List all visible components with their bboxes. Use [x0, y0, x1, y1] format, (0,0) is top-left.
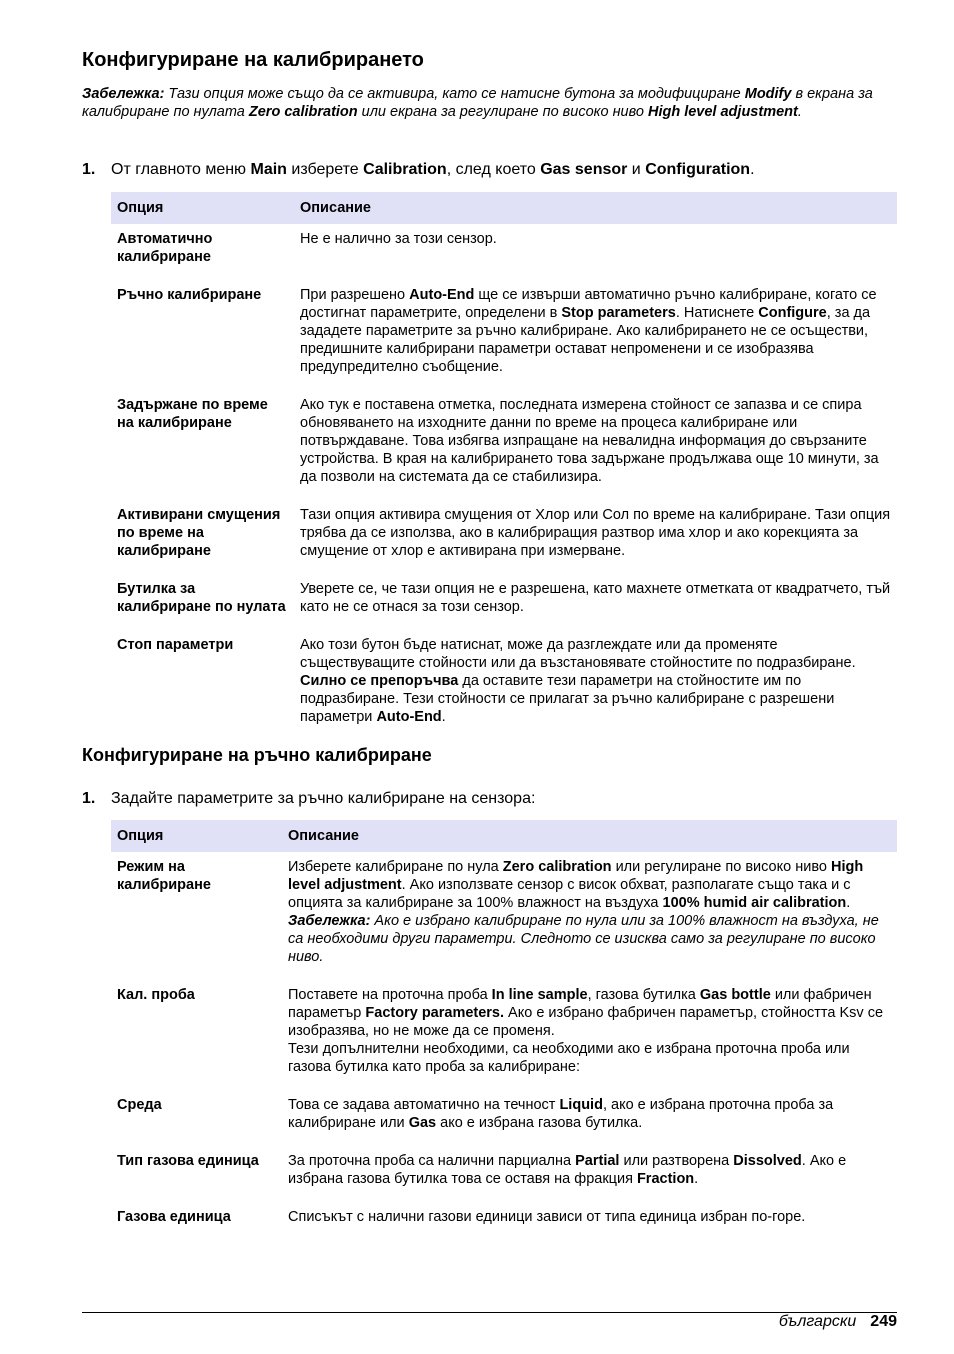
calibration-options-table [111, 192, 897, 740]
section-heading: Конфигуриране на ръчно калибриране [82, 745, 432, 765]
table-row [111, 224, 897, 280]
option-description: При разрешено Auto-End ще се извърши автоматично ръчно калибриране, когато се достигнат параметрите, определени в Stop parameters. Натиснете Configure, за да зададете параметрите за ръчно калибриране. Ако калибрирането не се осъществи, предишните калибрирани параметри остават непроменени и се изобразява предупредително съобщение. [300, 287, 877, 375]
option-name: Автоматично калибриране [117, 231, 213, 265]
table-row [111, 980, 897, 1090]
column-header-option: Опция [111, 820, 282, 852]
step-1-main-menu: 1. От главното меню Main изберете Calibration, след което Gas sensor и Configuration. [82, 161, 755, 178]
option-name: Бутилка за калибриране по нулата [117, 581, 286, 615]
table-header-row [111, 820, 897, 852]
step-number: 1. [82, 161, 96, 178]
table-row [111, 1146, 897, 1202]
option-description: Списъкът с налични газови единици зависи от типа единица избран по-горе. [288, 1209, 806, 1225]
table-row [111, 280, 897, 390]
page-footer [779, 1312, 897, 1332]
option-name: Газова единица [117, 1209, 231, 1225]
step-1-manual-calibration: 1. Задайте параметрите за ръчно калибриране на сензора: [82, 790, 536, 807]
column-header-description: Описание [282, 820, 897, 852]
table-row [111, 574, 897, 630]
step-number: 1. [82, 790, 96, 807]
table-row [111, 1090, 897, 1146]
note-label: Забележка: [82, 86, 165, 102]
option-description: За проточна проба са налични парциална Partial или разтворена Dissolved. Ако е избрана газова бутилка това се оставя на фракция Fraction. [288, 1153, 847, 1187]
option-name: Задържане по време на калибриране [117, 397, 268, 431]
note-paragraph: Забележка: Тази опция може също да се активира, като се натисне бутона за модифициране Modify в екрана за калибриране по нулата Zero calibration или екрана за регулиране по високо ниво High level adjustment. [82, 86, 873, 120]
option-name: Тип газова единица [117, 1153, 259, 1169]
table-row [111, 390, 897, 500]
option-description: Това се задава автоматично на течност Liquid, ако е избрана проточна проба за калибриране или Gas ако е избрана газова бутилка. [288, 1097, 834, 1131]
footer-divider [82, 1312, 897, 1313]
option-name: Кал. проба [117, 987, 195, 1003]
table-row [111, 852, 897, 980]
option-description: Ако този бутон бъде натиснат, може да разглеждате или да променяте съществуващите стойности или да възстановявате стойностите по подразбиране. Силно се препоръчва да оставите тези параметри на стойностите им по подразбиране. Тези стойности се прилагат за ръчно калибриране с разрешени параметри Auto-End. [300, 637, 856, 725]
option-description: Изберете калибриране по нула Zero calibration или регулиране по високо ниво High level adjustment. Ако използвате сензор с висок обхват, разполагате също така и с опцията за калибриране за 100% влажност на въздуха 100% humid air calibration. Забележка: Ако е избрано калибриране по нула или за 100% влажност на въздуха, не са необходими други параметри. Следното се изисква само за регулиране по високо ниво. [288, 859, 879, 965]
manual-calibration-table [111, 820, 897, 1240]
table-row [111, 630, 897, 740]
table-header-row [111, 192, 897, 224]
option-description: Ако тук е поставена отметка, последната измерена стойност се запазва и се спира обновяването на изходните данни по време на процеса калибриране или потвърждаване. Това избягва изпращане на невалидна информация до свързаните устройства. В края на калибрирането това задържане продължава още 10 минути, за да позволи на системата да се стабилизира. [300, 397, 879, 485]
column-header-option: Опция [111, 192, 294, 224]
option-name: Среда [117, 1097, 162, 1113]
option-name: Активирани смущения по време на калибриране [117, 507, 281, 559]
option-name: Режим на калибриране [117, 859, 211, 893]
option-description: Поставете на проточна проба In line sample, газова бутилка Gas bottle или фабричен параметър Factory parameters. Ако е избрано фабричен параметър, стойността Ksv се изобразява, но не може да се променя. Тези допълнителни необходими, са необходими ако е избрана проточна проба или газова бутилка като проба за калибриране: [288, 987, 884, 1075]
page-number: 249 [870, 1313, 897, 1330]
inline-note: Забележка: Ако е избрано калибриране по нула или за 100% влажност на въздуха, не са необходими други параметри. Следното се изисква само за регулиране по високо ниво. [288, 913, 879, 965]
option-description: Уверете се, че тази опция не е разрешена, като махнете отметката от квадратчето, тъй като не се отнася за този сензор. [300, 581, 891, 615]
table-row [111, 1202, 897, 1240]
option-name: Ръчно калибриране [117, 287, 262, 303]
page-title: Конфигуриране на калибрирането [82, 49, 424, 71]
footer-language: български [778, 1313, 857, 1330]
option-name: Стоп параметри [117, 637, 234, 653]
option-description: Не е налично за този сензор. [300, 231, 497, 247]
column-header-description: Описание [294, 192, 897, 224]
option-description: Тази опция активира смущения от Хлор или Сол по време на калибриране. Тази опция трябва да се използва, ако в калибриращия разтвор има хлор и ако корекцията за смущение от хлор е активирана при измерване. [300, 507, 891, 559]
table-row [111, 500, 897, 574]
